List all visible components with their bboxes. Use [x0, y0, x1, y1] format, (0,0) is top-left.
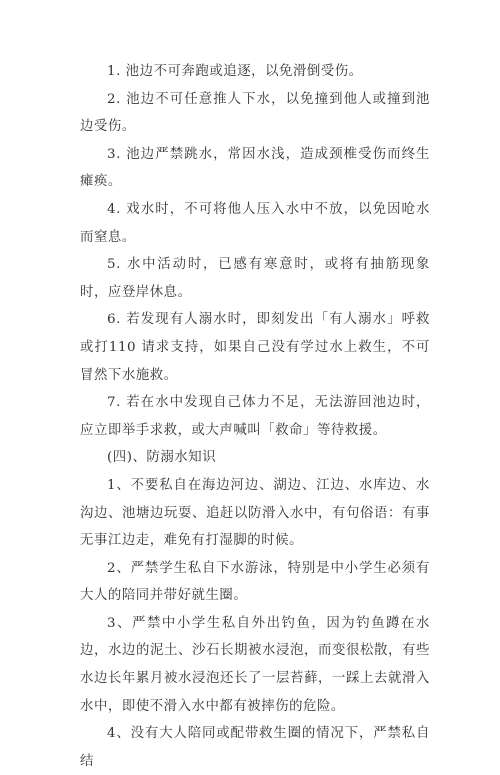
- paragraph-rule-3: 3. 池边严禁跳水，常因水浅，造成颈椎受伤而终生瘫痪。: [80, 146, 430, 190]
- document-body: [80, 58, 430, 775]
- paragraph-knowledge-3: 3、严禁中小学生私自外出钓鱼，因为钓鱼蹲在水边，水边的泥土、沙石长期被水浸泡，而变很松散，有些水边长年累月被水浸泡还长了一层苔藓，一踩上去就滑入水中，即使不滑入水中都有被摔伤的危险。: [80, 615, 430, 714]
- paragraph-rule-2: 2. 池边不可任意推人下水，以免撞到他人或撞到池边受伤。: [80, 91, 430, 135]
- section-heading: (四)、防溺水知识: [107, 450, 217, 466]
- paragraph-rule-7: 7. 若在水中发现自己体力不足，无法游回池边时，应立即举手求救，或大声喊叫「救命」等待救援。: [80, 395, 430, 438]
- paragraph-knowledge-1: 1、不要私自在海边河边、湖边、江边、水库边、水沟边、池塘边玩耍、追赶以防滑入水中，有句俗语：有事无事江边走，难免有打湿脚的时候。: [80, 477, 430, 549]
- paragraph-rule-4: 4. 戏水时，不可将他人压入水中不放，以免因呛水而窒息。: [80, 201, 430, 245]
- paragraph-rule-5: 5. 水中活动时，已感有寒意时，或将有抽筋现象时，应登岸休息。: [80, 257, 430, 300]
- paragraph-rule-1: 1. 池边不可奔跑或追逐，以免滑倒受伤。: [107, 64, 363, 79]
- paragraph-knowledge-4: 4、没有大人陪同或配带救生圈的情况下，严禁私自结: [80, 726, 430, 769]
- paragraph-rule-6: 6. 若发现有人溺水时，即刻发出「有人溺水」呼救或打110 请求支持，如果自己没有学过水上救生，不可冒然下水施救。: [80, 312, 430, 383]
- paragraph-knowledge-2: 2、严禁学生私自下水游泳，特别是中小学生必须有大人的陪同并带好就生圈。: [80, 560, 430, 604]
